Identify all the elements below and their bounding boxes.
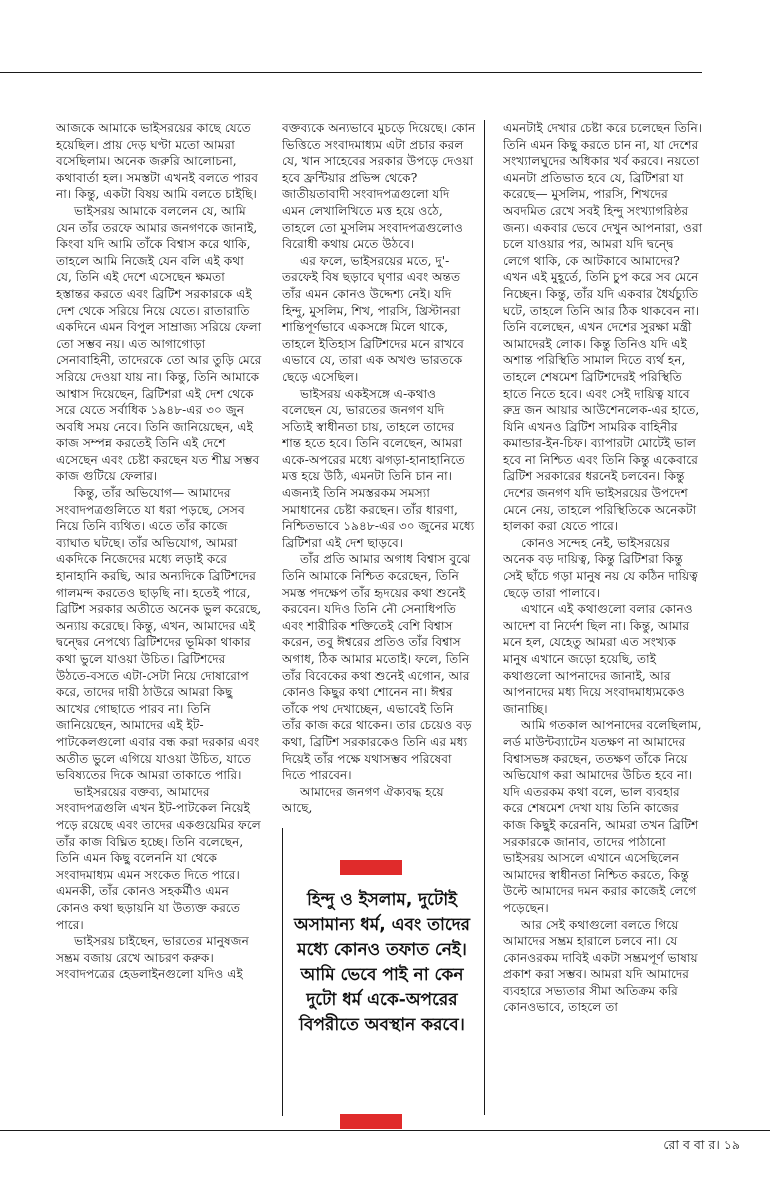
pull-quote-bottom-bar <box>340 1114 402 1129</box>
paragraph: ভাইসরয়ের বক্তব্য, আমাদের সংবাদপত্রগুলি এখন ইট-পাটকেল নিয়েই পড়ে রয়েছে এবং তাদের একগুয়েমির ফলে তাঁর কাজ বিঘ্নিত হচ্ছে। তিনি বলেছেন, তিনি এমন কিছু বলেননি যা থেকে সংবাদমাধ্যম এমন সংকেত দিতে পারে। এমনকী, তাঁর কোনও সহকর্মীও এমন কোনও কথা ছড়ায়নি যা উত্যক্ত করতে পারে। <box>56 784 261 932</box>
pull-quote-text: হিন্দু ও ইসলাম, দুটোই অসামান্য ধর্ম, এবং তাদের মধ্যে কোনও তফাত নেই। আমি ভেবে পাই না কেন দুটো ধর্ম একে-অপরের বিপরীতে অবস্থান করবে। <box>293 890 471 1035</box>
paragraph: কিন্তু, তাঁর অভিযোগ— আমাদের সংবাদপত্রগুলিতে যা ধরা পড়ছে, সেসব নিয়ে তিনি ব্যথিত। এতে তাঁর কাজে ব্যাঘাত ঘটছে। তাঁর অভিযোগ, আমরা একদিকে নিজেদের মধ্যে লড়াই করে হানাহানি করছি, আর অন্যদিকে ব্রিটিশদের গালমন্দ করতেও ছাড়ছি না। হতেই পারে, ব্রিটিশ সরকার অতীতে অনেক ভুল করেছে, অন্যায় করেছে। কিন্তু, এখন, আমাদের এই দ্বন্দ্বের নেপথ্যে ব্রিটিশদের ভূমিকা থাকার কথা ভুলে যাওয়া উচিত। ব্রিটিশদের উঠতে-বসতে এটা-সেটা নিয়ে দোষারোপ করে, তাদের দায়ী ঠাউরে আমরা কিছু আখের গোছাতে পারব না। তিনি জানিয়েছেন, আমাদের এই ইট-পাটকেলগুলো এবার বন্ধ করা দরকার এবং অতীত ভুলে এগিয়ে যাওয়া উচিত, যাতে ভবিষ্যতের দিকে আমরা তাকাতে পারি। <box>56 486 262 783</box>
paragraph: তাঁর প্রতি আমার অগাধ বিশ্বাস বুঝে তিনি আমাকে নিশ্চিত করেছেন, তিনি সমস্ত পদক্ষেপ তাঁর হৃদয়ের কথা শুনেই করবেন। যদিও তিনি নৌ সেনাধিপতি এবং শারীরিক শক্তিতেই বেশি বিশ্বাস করেন, তবু ঈশ্বরের প্রতিও তাঁর বিশ্বাস অগাধ, ঠিক আমার মতোই। ফলে, তিনি তাঁর বিবেকের কথা শুনেই এগোন, আর কোনও কিছুর কথা শোনেন না। ঈশ্বর তাঁকে পথ দেখাচ্ছেন, এভাবেই তিনি তাঁর কাজ করে থাকেন। তার চেয়েও বড় কথা, ব্রিটিশ সরকারকেও তিনি এর মধ্য দিয়েই তাঁর পক্ষে যথাসম্ভব পরিষেবা দিতে পারবেন। <box>282 552 472 783</box>
article-column-1 <box>56 120 262 1120</box>
paragraph: আমি গতকাল আপনাদের বলেছিলাম, লর্ড মাউন্টব্যাটেন যতক্ষণ না আমাদের বিশ্বাসভঙ্গ করছেন, ততক্ষণ তাঁকে নিয়ে অভিযোগ করা আমাদের উচিত হবে না। যদি এতরকম কথা বলে, ভাল ব্যবহার করে শেষমেশ দেখা যায় তিনি কাজের কাজ কিছুই করেননি, আমরা তখন ব্রিটিশ সরকারকে জানাব, তাদের পাঠানো ভাইসরয় আসলে এখানে এসেছিলেন আমাদের স্বাধীনতা নিশ্চিত করতে, কিন্তু উল্টে আমাদের দমন করার কাজেই লেগে পড়েছেন। <box>503 718 702 915</box>
paragraph: বক্তব্যকে অন্যভাবে মুচড়ে দিয়েছে। কোন ভিত্তিতে সংবাদমাধ্যম এটা প্রচার করল যে, খান সাহেবের সরকার উপড়ে দেওয়া হবে ফ্রন্টিয়ার প্রভিন্স থেকে? জাতীয়তাবাদী সংবাদপত্রগুলো যদি এমন লেখালিখিতে মত্ত হয়ে ওঠে, তাহলে তো মুসলিম সংবাদপত্রগুলোও বিরোধী কথায় মেতে উঠবে। <box>282 121 476 252</box>
article-column-2-body <box>282 120 476 840</box>
column-divider <box>484 120 485 1115</box>
paragraph: আমাদের জনগণ ঐক্যবদ্ধ হয়ে আছে, <box>282 784 444 816</box>
paragraph: ভাইসরয় চাইছেন, ভারতের মানুষজন সম্ভ্রম বজায় রেখে আচরণ করুক। সংবাদপত্রের হেডলাইনগুলো যদিও এই <box>56 934 249 982</box>
pull-quote <box>286 856 478 1116</box>
paragraph: আর সেই কথাগুলো বলতে গিয়ে আমাদের সম্ভ্রম হারালে চলবে না। যে কোনওরকম দাবিই একটা সম্ভ্রমপূর্ণ ভাষায় প্রকাশ করা সম্ভব। আমরা যদি আমাদের ব্যবহারে সভ্যতার সীমা অতিক্রম করি কোনওভাবে, তাহলে তা <box>503 917 698 1015</box>
paragraph: ভাইসরয় একইসঙ্গে এ-কথাও বলেছেন যে, ভারতের জনগণ যদি সত্যিই স্বাধীনতা চায়, তাহলে তাদের শান্ত হতে হবে। তিনি বলেছেন, আমরা একে-অপরের মধ্যে ঝগড়া-হানাহানিতে মত্ত হয়ে উঠি, এমনটা তিনি চান না। এজন্যই তিনি সমস্তরকম সমস্যা সমাধানের চেষ্টা করছেন। তাঁর ধারণা, নিশ্চিতভাবে ১৯৪৮-এর ৩০ জুনের মধ্যে ব্রিটিশরা এই দেশ ছাড়বে। <box>282 386 475 550</box>
paragraph: এখানে এই কথাগুলো বলার কোনও আদেশ বা নির্দেশ ছিল না। কিন্তু, আমার মনে হল, যেহেতু আমরা এত সংখ্যক মানুষ এখানে জড়ো হয়েছি, তাই কথাগুলো আপনাদের জানাই, আর আপনাদের মধ্য দিয়ে সংবাদমাধ্যমকেও জানাচ্ছি। <box>503 602 693 716</box>
page-folio: রো ব বা র। ১৯ <box>663 1137 740 1152</box>
paragraph: ভাইসরয় আমাকে বললেন যে, আমি যেন তাঁর তরফে আমার জনগণকে জানাই, কিংবা যদি আমি তাঁকে বিশ্বাস করে থাকি, তাহলে আমি নিজেই যেন বলি এই কথা যে, তিনি এই দেশে এসেছেন ক্ষমতা হস্তান্তর করতে এবং ব্রিটিশ সরকারকে এই দেশ থেকে সরিয়ে নিয়ে যেতে। রাতারাতি একদিনে এমন বিপুল সাম্রাজ্য সরিয়ে ফেলা তো সম্ভব নয়। এত আগাগোড়া সেনাবাহিনী, তাদেরকে তো আর তুড়ি মেরে সরিয়ে দেওয়া যায় না। কিন্তু, তিনি আমাকে আশ্বাস দিয়েছেন, ব্রিটিশরা এই দেশ থেকে সরে যেতে সর্বাধিক ১৯৪৮-এর ৩০ জুন অবধি সময় নেবে। তিনি জানিয়েছেন, এই কাজ সম্পন্ন করতেই তিনি এই দেশে এসেছেন এবং চেষ্টা করছেন যত শীঘ্র সম্ভব কাজ গুটিয়ে ফেলার। <box>56 203 262 484</box>
footer-rule <box>0 1130 770 1131</box>
pull-quote-divider <box>282 828 283 1116</box>
paragraph: কোনও সন্দেহ নেই, ভাইসরয়ের অনেক বড় দায়িত্ব, কিন্তু ব্রিটিশরা কিন্তু সেই ছাঁচে গড়া মানুষ নয় যে কঠিন দায়িত্ব ছেড়ে তারা পালাবে। <box>503 535 698 600</box>
paragraph: এর ফলে, ভাইসরয়ের মতে, দু'-তরফেই বিষ ছড়াবে ঘৃণার এবং অন্তত তাঁর এমন কোনও উদ্দেশ্য নেই। যদি হিন্দু, মুসলিম, শিখ, পারসি, খ্রিস্টানরা শান্তিপূর্ণভাবে একসঙ্গে মিলে থাকে, তাহলে ইতিহাস ব্রিটিশদের মনে রাখবে এভাবে যে, তারা এক অখণ্ড ভারতকে ছেড়ে এসেছিল। <box>282 253 464 384</box>
article-column-3 <box>503 120 703 1120</box>
paragraph: আজকে আমাকে ভাইসরয়ের কাছে যেতে হয়েছিল। প্রায় দেড় ঘণ্টা মতো আমরা বসেছিলাম। অনেক জরুরি আলোচনা, কথাবার্তা হল। সমস্তটা এখনই বলতে পারব না। কিন্তু, একটা বিষয় আমি বলতে চাইছি। <box>56 121 259 202</box>
pull-quote-top-bar <box>340 860 402 875</box>
header-rule <box>0 72 702 73</box>
paragraph: এমনটাই দেখার চেষ্টা করে চলেছেন তিনি। তিনি এমন কিছু করতে চান না, যা দেশের সংখ্যালঘুদের অধিকার খর্ব করবে। নয়তো এমনটা প্রতিভাত হবে যে, ব্রিটিশরা যা করেছে— মুসলিম, পারসি, শিখদের অবদমিত রেখে সবই হিন্দু সংখ্যাগরিষ্ঠর জন্য। একবার ভেবে দেখুন আপনারা, ওরা চলে যাওয়ার পর, আমরা যদি দ্বন্দ্বে লেগে থাকি, কে আটকাবে আমাদের? এখন এই মুহূর্তে, তিনি চুপ করে সব মেনে নিচ্ছেন। কিন্তু, তাঁর যদি একবার ধৈর্যচ্যুতি ঘটে, তাহলে তিনি আর ঠিক থাকবেন না। তিনি বলেছেন, এখন দেশের সুরক্ষা মন্ত্রী আমাদেরই লোক। কিন্তু তিনিও যদি এই অশান্ত পরিস্থিতি সামাল দিতে ব্যর্থ হন, তাহলে শেষমেশ ব্রিটিশদেরই পরিস্থিতি হাতে নিতে হবে। এবং সেই দায়িত্ব যাবে রুদ্র জন আয়ার আউশেনলেক-এর হাতে, যিনি এখনও ব্রিটিশ সামরিক বাহিনীর কমান্ডার-ইন-চিফ। ব্যাপারটা মোটেই ভাল হবে না নিশ্চিত এবং তিনি কিন্তু একেবারে ব্রিটিশ সরকারের ধরনেই চলবেন। কিন্তু দেশের জনগণ যদি ভাইসরয়ের উপদেশ মেনে নেয়, তাহলে পরিস্থিতিকে অনেকটা হালকা করা যেতে পারে। <box>503 121 703 534</box>
